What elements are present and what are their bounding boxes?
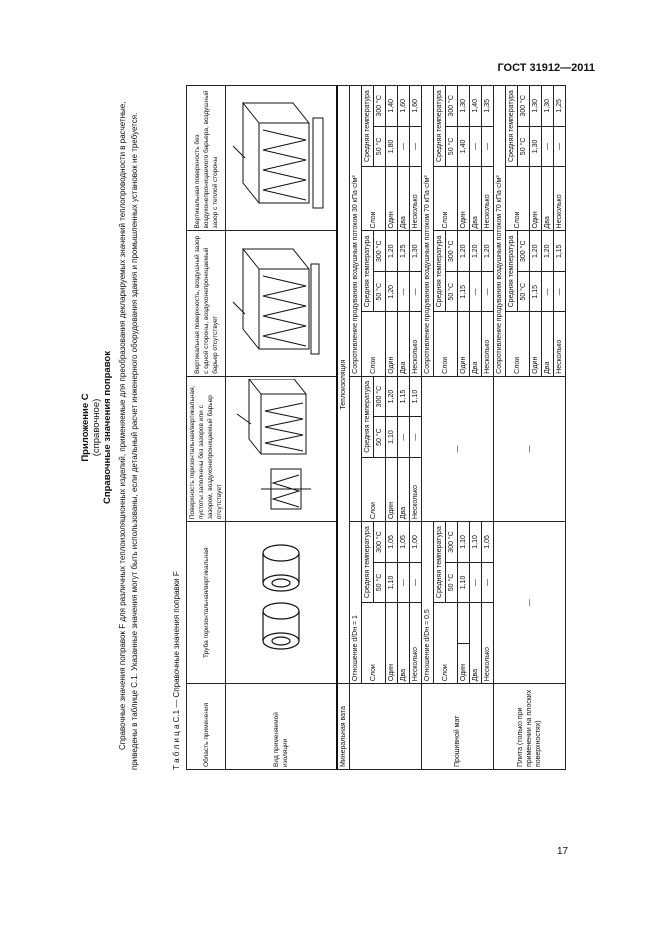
avg-temp-label: Средняя температура — [506, 86, 518, 167]
pipe-illustration — [226, 522, 338, 684]
table-row — [350, 86, 362, 770]
t300: 300 °С — [518, 86, 530, 127]
layer-several: Несколько — [482, 312, 494, 376]
layer-one: Один — [386, 457, 398, 521]
table-cell — [350, 376, 362, 521]
layer-one: Один — [386, 312, 398, 376]
layer-two: Два — [542, 167, 554, 231]
table-row — [226, 86, 338, 770]
t300: 300 °С — [446, 86, 458, 127]
value-cell: 1,20 — [482, 231, 494, 272]
header-surface: Поверхность горизонтальная/вертикальная, пустоты заполнены без зазоров или с зазором, воздухонепроницаемый барьер отсутствует — [187, 376, 226, 521]
value-cell: 1,30 — [458, 86, 470, 127]
t50: 50 °С — [446, 562, 458, 603]
layers-label: Слои — [362, 167, 386, 231]
layer-one: Один — [458, 312, 470, 376]
table-row — [398, 86, 410, 770]
value-cell: 1,30 — [410, 231, 422, 272]
value-cell: — — [410, 126, 422, 167]
value-cell: 1,05 — [386, 522, 398, 563]
surface-illustration — [226, 376, 338, 521]
value-cell: 1,25 — [398, 231, 410, 272]
t300: 300 °С — [446, 522, 458, 563]
value-cell: — — [410, 562, 422, 603]
value-cell: — — [482, 562, 494, 603]
avg-temp-label: Средняя температура — [506, 231, 518, 312]
t50: 50 °С — [374, 417, 386, 458]
value-cell: — — [482, 272, 494, 313]
annex-title: Приложение С — [80, 393, 91, 462]
dash-cell: — — [422, 376, 494, 521]
layer-one: Один — [530, 312, 542, 376]
value-cell: 1,60 — [410, 86, 422, 127]
layer-two: Два — [470, 167, 482, 231]
table-row — [410, 86, 422, 770]
value-cell: 1,80 — [386, 126, 398, 167]
value-cell: 1,05 — [398, 522, 410, 563]
table-row — [386, 86, 398, 770]
value-cell: — — [554, 126, 566, 167]
t300: 300 °С — [374, 231, 386, 272]
layer-several: Несколько — [554, 167, 566, 231]
standard-number: ГОСТ 31912—2011 — [497, 62, 595, 74]
value-cell: 1,15 — [554, 231, 566, 272]
page-number: 17 — [557, 846, 569, 857]
layers-label: Слои — [506, 167, 530, 231]
value-cell: 1,20 — [542, 231, 554, 272]
value-cell: 1,20 — [386, 231, 398, 272]
t300: 300 °С — [374, 86, 386, 127]
layer-one: Один — [386, 167, 398, 231]
annex-subtitle: (справочное) — [91, 398, 102, 457]
value-cell: 1,05 — [482, 522, 494, 563]
ratio-1: Отношение d/Dн = 1 — [350, 522, 362, 684]
value-cell: 1,40 — [470, 86, 482, 127]
t50: 50 °С — [374, 272, 386, 313]
layer-two: Два — [398, 312, 410, 376]
table-row — [187, 86, 226, 770]
layer-several: Несколько — [482, 167, 494, 231]
value-cell: — — [398, 562, 410, 603]
annex-heading: Справочные значения поправок — [102, 351, 113, 504]
header-wall-gap: Вертикальная поверхность, воздушный зазор с одной стороны, воздухонепроницаемый барьер отсутствует — [187, 231, 226, 376]
value-cell: — — [482, 126, 494, 167]
layer-two: Два — [470, 312, 482, 376]
value-cell: 1,30 — [530, 126, 542, 167]
value-cell: 1,10 — [458, 562, 470, 603]
value-cell: 1,10 — [386, 417, 398, 458]
layer-several: Несколько — [410, 312, 422, 376]
value-cell: 1,10 — [470, 522, 482, 563]
value-cell: — — [470, 562, 482, 603]
value-cell: — — [554, 272, 566, 313]
value-cell: 1,35 — [482, 86, 494, 127]
layers-label: Слои — [506, 312, 530, 376]
value-cell: — — [542, 272, 554, 313]
value-cell: — — [398, 417, 410, 458]
value-cell: 1,15 — [458, 272, 470, 313]
avg-temp-label: Средняя температура — [362, 376, 374, 457]
resist-30: Сопротивление продуванию воздушным потоком 30 кПа·с/м² — [350, 86, 362, 377]
value-cell: 1,30 — [530, 86, 542, 127]
value-cell: 1,10 — [410, 376, 422, 417]
value-cell: 1,10 — [386, 562, 398, 603]
section-slab: Плита (только при применении на плоских поверхностях) — [494, 684, 566, 770]
table-row — [337, 86, 350, 770]
value-cell: — — [410, 417, 422, 458]
header-view: Вид применяемой изоляции — [226, 684, 338, 770]
value-cell: — — [470, 272, 482, 313]
wall-barrier-illustration — [226, 86, 338, 231]
layer-several: Несколько — [410, 167, 422, 231]
value-cell: 1,15 — [530, 272, 542, 313]
value-cell: 1,15 — [398, 376, 410, 417]
layers-label: Слои — [362, 603, 386, 684]
layer-several: Несколько — [410, 457, 422, 521]
section-thermal: Теплоизоляция — [337, 86, 350, 684]
layer-several: Несколько — [554, 312, 566, 376]
value-cell: 1,00 — [410, 522, 422, 563]
t50: 50 °С — [518, 272, 530, 313]
value-cell: 1,20 — [386, 376, 398, 417]
correction-table — [186, 85, 566, 770]
value-cell: 1,10 — [458, 522, 470, 563]
header-pipe: Труба горизонтальная/вертикальная — [187, 522, 226, 684]
value-cell: — — [398, 272, 410, 313]
layers-label: Слои — [434, 167, 458, 231]
value-cell: 1,25 — [554, 86, 566, 127]
intro-paragraph: Справочные значения поправок F для различных теплоизоляционных изделий, применяемые для преобразования декларируемых значений теплопроводности в расчетные, приведены в таблице С.1. Указанные значения могут быть использованы, если детальный расчет инженерного оборудования здания и промышленных установок не требуется. — [118, 101, 139, 770]
wall-gap-illustration — [226, 231, 338, 376]
ratio-05: Отношение d/Dн = 0,5 — [422, 522, 434, 684]
layer-two: Два — [398, 457, 410, 521]
layer-two: Два — [398, 167, 410, 231]
value-cell: 1,20 — [470, 231, 482, 272]
layers-label: Слои — [434, 312, 458, 376]
layer-one: Один — [386, 603, 398, 684]
value-cell: — — [410, 272, 422, 313]
header-area: Область применения — [187, 684, 226, 770]
wall-air-gap-icon — [231, 234, 331, 374]
t50: 50 °С — [446, 126, 458, 167]
table-cell — [350, 684, 422, 770]
pipe-shells-icon — [231, 543, 331, 663]
avg-temp-label: Средняя температура — [434, 522, 446, 603]
value-cell: — — [542, 126, 554, 167]
resist-70: Сопротивление продуванию воздушным потоком 70 кПа·с/м² — [422, 86, 434, 377]
value-cell: — — [470, 126, 482, 167]
section-mineral-wool: Минеральная вата — [337, 684, 350, 770]
layer-several: Несколько — [482, 603, 494, 684]
table-row — [362, 86, 374, 770]
value-cell: 1,60 — [398, 86, 410, 127]
layer-one: Один — [530, 167, 542, 231]
t50: 50 °С — [518, 126, 530, 167]
t50: 50 °С — [374, 126, 386, 167]
t50: 50 °С — [446, 272, 458, 313]
value-cell: 1,20 — [386, 272, 398, 313]
value-cell: 1,40 — [458, 126, 470, 167]
value-cell: 1,40 — [386, 86, 398, 127]
dash-cell: — — [494, 522, 566, 684]
layer-two: Два — [470, 603, 482, 684]
layer-several: Несколько — [410, 603, 422, 684]
layer-one: Один — [458, 643, 470, 684]
t300: 300 °С — [518, 231, 530, 272]
avg-temp-label: Средняя температура — [362, 231, 374, 312]
value-cell: 1,20 — [458, 231, 470, 272]
value-cell: 1,30 — [542, 86, 554, 127]
dash-cell: — — [494, 376, 566, 521]
layer-two: Два — [542, 312, 554, 376]
table-cell — [458, 603, 470, 644]
layers-label: Слои — [362, 312, 386, 376]
header-wall-barrier: Вертикальная поверхность без воздухонепроницаемого барьера, воздушный зазор с теплой стороны — [187, 86, 226, 231]
layers-label: Слои — [434, 603, 458, 684]
t50: 50 °С — [374, 562, 386, 603]
table-row — [422, 86, 434, 770]
wall-warm-gap-icon — [231, 88, 331, 228]
table-row — [494, 86, 506, 770]
t300: 300 °С — [374, 376, 386, 417]
t300: 300 °С — [446, 231, 458, 272]
avg-temp-label: Средняя температура — [362, 522, 374, 603]
resist-70: Сопротивление продуванию воздушным потоком 70 кПа·с/м² — [494, 86, 506, 377]
layers-label: Слои — [362, 457, 386, 521]
section-quilted-mat: Прошивной мат — [422, 684, 494, 770]
layer-two: Два — [398, 603, 410, 684]
insulated-block-icon — [231, 379, 331, 519]
t300: 300 °С — [374, 522, 386, 563]
avg-temp-label: Средняя температура — [362, 86, 374, 167]
table-caption: Т а б л и ц а С.1 — Справочные значения поправки F — [172, 571, 181, 770]
layer-one: Один — [458, 167, 470, 231]
avg-temp-label: Средняя температура — [434, 86, 446, 167]
value-cell: — — [398, 126, 410, 167]
value-cell: 1,20 — [530, 231, 542, 272]
avg-temp-label: Средняя температура — [434, 231, 446, 312]
rotated-page-content — [80, 85, 580, 770]
